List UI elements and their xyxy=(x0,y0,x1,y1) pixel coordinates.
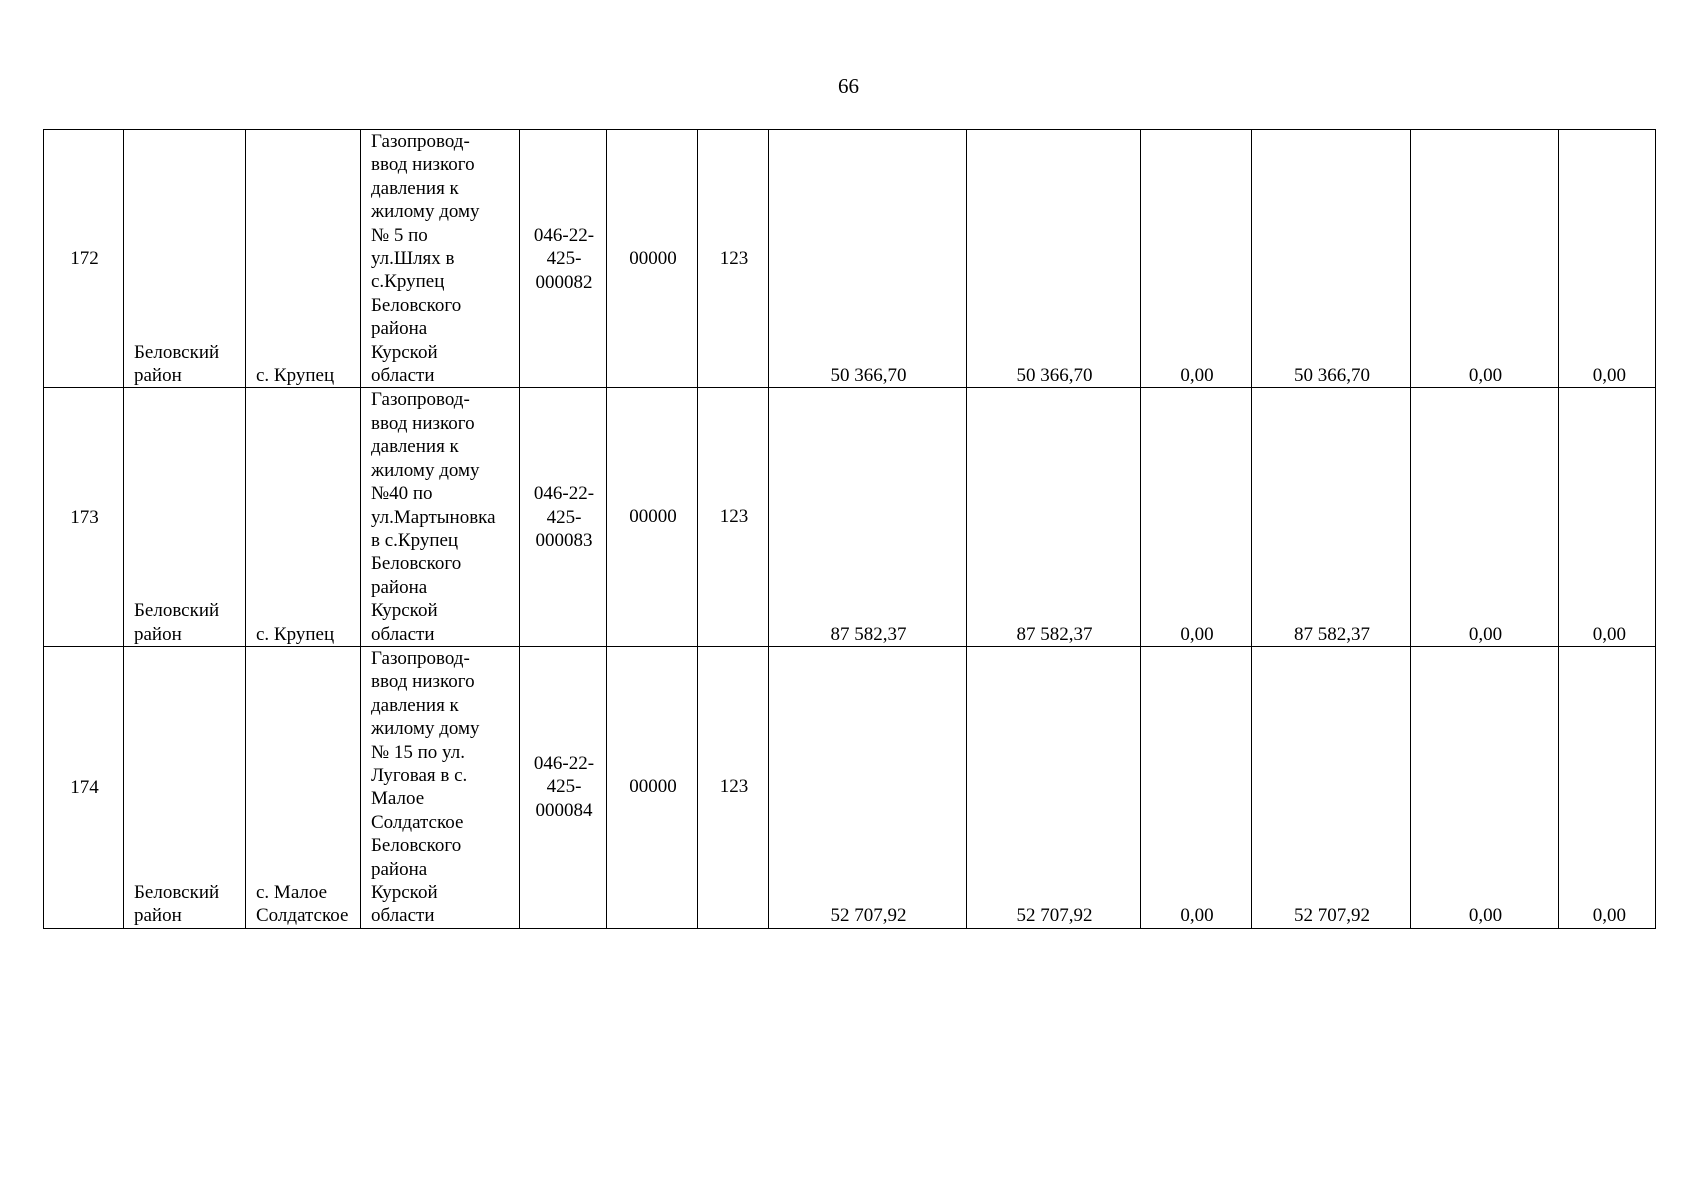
value-cell: 0,00 xyxy=(1411,646,1559,928)
description-line: Солдатское xyxy=(371,811,464,833)
description-line: в с.Крупец xyxy=(371,529,459,551)
value-cell: 87 582,37 xyxy=(769,388,967,646)
description-line: Беловского xyxy=(371,294,462,316)
row-index: 173 xyxy=(44,388,124,646)
description-line: области xyxy=(371,905,435,927)
description-line: № 15 по ул. xyxy=(371,741,465,763)
description-line: №40 по xyxy=(371,483,433,505)
row-index: 172 xyxy=(44,130,124,388)
value-cell: 0,00 xyxy=(1141,130,1252,388)
code-line: 000084 xyxy=(535,799,593,821)
value-cell: 0,00 xyxy=(1559,646,1656,928)
description-line: давления к xyxy=(371,177,459,199)
code-line: 046-22- xyxy=(533,752,595,774)
okof-cell: 00000 xyxy=(607,646,698,928)
okof-cell: 00000 xyxy=(607,130,698,388)
district-cell: Беловский район xyxy=(124,130,246,388)
registration-code-cell xyxy=(520,130,607,388)
okof-cell: 00000 xyxy=(607,388,698,646)
description-line: давления к xyxy=(371,436,459,458)
description-line: Газопровод- xyxy=(371,131,470,152)
page-number: 66 xyxy=(838,74,859,98)
value-cell: 0,00 xyxy=(1411,388,1559,646)
table-row xyxy=(44,130,1656,388)
row-index: 174 xyxy=(44,646,124,928)
description-line: области xyxy=(371,365,435,387)
value-cell: 0,00 xyxy=(1559,388,1656,646)
description-line: Беловского xyxy=(371,835,462,857)
description-line: Курской xyxy=(371,341,438,363)
value-cell: 0,00 xyxy=(1411,130,1559,388)
description-line: района xyxy=(371,576,428,598)
description-line: жилому дому xyxy=(371,459,480,481)
description-line: с.Крупец xyxy=(371,271,445,293)
description-line: Малое xyxy=(371,788,425,810)
description-line: № 5 по xyxy=(371,224,428,246)
value-cell: 0,00 xyxy=(1559,130,1656,388)
settlement-cell: с. Малое Солдатское xyxy=(246,646,361,928)
value-cell: 50 366,70 xyxy=(1252,130,1411,388)
description-line: Курской xyxy=(371,882,438,903)
district-cell: Беловский район xyxy=(124,388,246,646)
description-line: Газопровод- xyxy=(371,647,470,669)
table-row xyxy=(44,646,1656,928)
code-line: 425- xyxy=(546,776,582,798)
kbk-cell: 123 xyxy=(698,130,769,388)
settlement-cell: с. Крупец xyxy=(246,388,361,646)
value-cell: 52 707,92 xyxy=(967,646,1141,928)
description-line: района xyxy=(371,318,428,340)
description-line: жилому дому xyxy=(371,718,480,740)
description-line: ул.Шлях в xyxy=(371,248,455,270)
district-cell: Беловский район xyxy=(124,646,246,928)
code-line: 000083 xyxy=(535,530,593,552)
code-line: 046-22- xyxy=(533,483,595,505)
kbk-cell: 123 xyxy=(698,388,769,646)
table-row xyxy=(44,388,1656,646)
code-line: 046-22- xyxy=(533,225,595,246)
description-line: ввод низкого xyxy=(371,412,475,434)
description-line: ул.Мартыновка xyxy=(371,506,496,528)
object-description-cell xyxy=(361,130,520,388)
value-cell: 50 366,70 xyxy=(967,130,1141,388)
value-cell: 0,00 xyxy=(1141,646,1252,928)
description-line: давления к xyxy=(371,694,459,716)
code-line: 000082 xyxy=(535,271,593,293)
property-registry-table xyxy=(43,129,1656,929)
description-line: ввод низкого xyxy=(371,671,475,693)
object-description-cell xyxy=(361,646,520,928)
value-cell: 87 582,37 xyxy=(967,388,1141,646)
registration-code-cell xyxy=(520,646,607,928)
description-line: района xyxy=(371,858,428,880)
kbk-cell: 123 xyxy=(698,646,769,928)
description-line: Беловского xyxy=(371,553,462,575)
description-line: жилому дому xyxy=(371,201,480,223)
description-line: области xyxy=(371,623,435,645)
code-line: 425- xyxy=(546,506,582,528)
description-line: Луговая в с. xyxy=(371,764,468,786)
value-cell: 50 366,70 xyxy=(769,130,967,388)
value-cell: 0,00 xyxy=(1141,388,1252,646)
code-line: 425- xyxy=(546,248,582,270)
settlement-cell: с. Крупец xyxy=(246,130,361,388)
value-cell: 52 707,92 xyxy=(1252,646,1411,928)
value-cell: 87 582,37 xyxy=(1252,388,1411,646)
object-description-cell xyxy=(361,388,520,646)
registration-code-cell xyxy=(520,388,607,646)
description-line: ввод низкого xyxy=(371,154,475,176)
value-cell: 52 707,92 xyxy=(769,646,967,928)
description-line: Курской xyxy=(371,600,438,622)
description-line: Газопровод- xyxy=(371,389,470,411)
